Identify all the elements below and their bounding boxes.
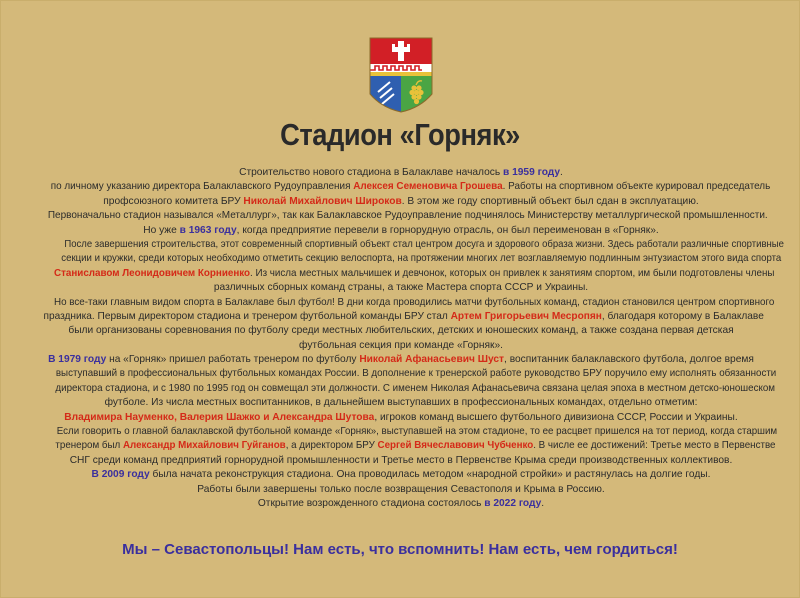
highlight-name: Сергей Вячеславович Чубченко: [377, 440, 534, 452]
text-segment: тренером был: [55, 440, 123, 452]
highlight-name: Николай Афанасьевич Шуст: [359, 354, 505, 366]
text-line: [55, 382, 776, 396]
text-line: [41, 281, 761, 295]
history-text: [41, 166, 784, 511]
text-segment: праздника. Первым директором стадиона и тренером футбольной команды БРУ стал: [43, 310, 451, 322]
text-line: [41, 353, 761, 367]
text-segment: , воспитанник балаклавского футбола, долгое время: [504, 354, 754, 366]
page-title: Стадион «Горняк»: [280, 117, 520, 152]
text-line: [41, 324, 761, 338]
text-segment: директора стадиона, и с 1980 по 1995 год он совмещал эти должности. С именем Николая Афанасьевича связана целая эпоха в местном детско-юношеском: [55, 382, 776, 394]
text-line: [47, 209, 768, 223]
text-segment: Первоначально стадион назывался «Металлург», так как Балаклавское Рудоуправление подчинялось Министерству металлургической промышленности.: [47, 210, 768, 222]
text-line: [41, 468, 761, 482]
text-line: [41, 483, 761, 497]
motto: Мы – Севастопольцы! Нам есть, что вспомнить! Нам есть, чем гордиться!: [122, 541, 678, 558]
highlight-date: в 1959 году: [503, 167, 561, 178]
highlight-name: Алексея Семеновича Грошева: [353, 181, 503, 193]
text-segment: по личному указанию директора Балаклавского Рудоуправления: [50, 181, 354, 193]
text-segment: профсоюзного комитета БРУ: [103, 195, 244, 207]
text-line: [56, 425, 778, 439]
text-line: [64, 238, 784, 252]
text-segment: выступавший в профессиональных футбольных командах России. В дополнение к тренерской работе руководство БРУ поручило ему исполнять обязанности: [55, 368, 777, 380]
text-segment: . В числе ее достижений: Третье место в Первенстве: [533, 440, 776, 452]
text-line: [55, 367, 777, 381]
text-segment: были организованы соревнования по футболу среди местных любительских, детских и юношеских команд, а также создана первая детская: [68, 325, 734, 337]
text-line: [41, 396, 761, 410]
highlight-name: Николай Михайлович Широков: [243, 195, 402, 207]
text-segment: . Из числа местных мальчишек и девчонок, которых он привлек к занятиям спортом, им были подготовлены члены: [250, 267, 775, 279]
text-segment: . Работы на спортивном объекте курировал председатель: [502, 181, 771, 193]
text-segment: , игроков команд высшего футбольного дивизиона СССР, России и Украины.: [374, 411, 738, 423]
text-segment: , благодаря которому в Балаклаве: [601, 310, 764, 322]
text-segment: . В этом же году спортивный объект был сдан в эксплуатацию.: [401, 195, 699, 207]
text-line: [50, 180, 771, 194]
text-segment: футболе. Из числа местных воспитанников, в дальнейшем выступавших в профессиональных командах, отдельно отметим:: [104, 397, 698, 409]
text-line: [41, 195, 761, 209]
text-segment: Открытие возрожденного стадиона состоялось: [257, 497, 485, 509]
highlight-date: в 2022 году: [484, 497, 542, 509]
text-line: [61, 252, 782, 266]
text-line: [43, 310, 764, 324]
text-line: [41, 497, 761, 511]
text-segment: секции и кружки, среди которых необходимо отметить секцию велоспорта, на протяжении многих лет возглавляемую подлинным энтузиастом этого вида спорта: [61, 253, 782, 265]
highlight-date: В 2009 году: [91, 469, 150, 481]
highlight-date: В 1979 году: [48, 354, 107, 366]
text-line: [41, 166, 761, 180]
text-line: [41, 339, 761, 353]
text-segment: Но уже: [143, 224, 180, 236]
highlight-name: Александр Михайлович Гуйганов: [122, 440, 286, 452]
text-segment: футбольная секция при команде «Горняк».: [299, 339, 503, 351]
text-segment: Но все-таки главным видом спорта в Балаклаве был футбол! В дни когда проводились матчи футбольных команд, стадион становился центром спортивного: [54, 296, 775, 308]
text-segment: Строительство нового стадиона в Балаклаве началось: [239, 167, 503, 178]
text-segment: .: [541, 497, 545, 509]
text-segment: СНГ среди команд предприятий горнорудной промышленности и Третье место в Первенстве Крыма среди производственных коллективов.: [69, 454, 733, 466]
text-line: [41, 224, 761, 238]
text-line: [54, 267, 775, 281]
text-segment: Работы были завершены только после возвращения Севастополя и Крыма в Россию.: [197, 483, 605, 495]
text-line: [41, 411, 761, 425]
highlight-name: Станиславом Леонидовичем Корниенко: [54, 267, 251, 279]
highlight-name: Владимира Науменко, Валерия Шажко и Александра Шутова: [64, 411, 375, 423]
text-segment: , а директором БРУ: [285, 440, 378, 452]
text-segment: была начата реконструкция стадиона. Она проводилась методом «народной стройки» и растянулась на долгие годы.: [149, 469, 711, 481]
highlight-date: в 1963 году: [179, 224, 237, 236]
highlight-name: Артем Григорьевич Месропян: [450, 310, 602, 322]
balaklava-coat-of-arms-icon: [368, 36, 434, 114]
text-segment: , когда предприятие перевели в горнорудную отрасль, он был переименован в «Горняк».: [236, 224, 659, 236]
text-line: [55, 439, 776, 453]
text-segment: После завершения строительства, этот современный спортивный объект стал центром досуга и здорового образа жизни. Здесь работали различные спортивные: [64, 238, 784, 250]
text-line: [54, 296, 775, 310]
text-segment: Если говорить о главной балаклавской футбольной команде «Горняк», выступавшей на этом стадионе, то ее расцвет пришелся на тот период, когда старшим: [56, 426, 778, 438]
text-segment: на «Горняк» пришел работать тренером по футболу: [106, 354, 360, 366]
text-line: [41, 454, 761, 468]
text-segment: .: [560, 167, 563, 178]
text-segment: различных сборных команд страны, а также Мастера спорта СССР и Украины.: [213, 282, 589, 294]
